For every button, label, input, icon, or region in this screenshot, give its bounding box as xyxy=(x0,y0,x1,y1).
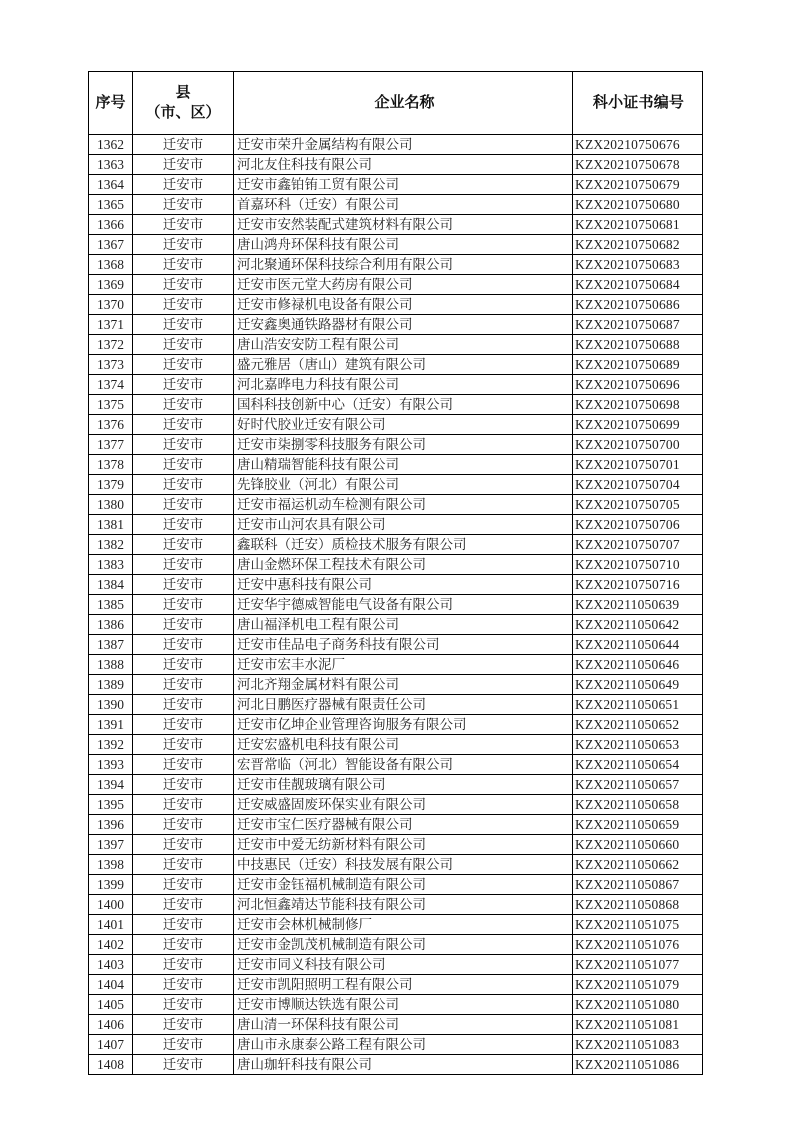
company-cell: 迁安市荣升金属结构有限公司 xyxy=(234,135,573,155)
table-row xyxy=(89,315,703,335)
company-cell: 鑫联科（迁安）质检技术服务有限公司 xyxy=(234,535,573,555)
county-cell: 迁安市 xyxy=(133,455,234,475)
county-cell: 迁安市 xyxy=(133,255,234,275)
company-cell: 迁安市宏丰水泥厂 xyxy=(234,655,573,675)
cert-number-cell: KZX20211050660 xyxy=(573,835,703,855)
cert-number-cell: KZX20210750679 xyxy=(573,175,703,195)
cert-number-cell: KZX20211050657 xyxy=(573,775,703,795)
cert-number-cell: KZX20211050868 xyxy=(573,895,703,915)
row-index-cell: 1396 xyxy=(89,815,133,835)
row-index-cell: 1385 xyxy=(89,595,133,615)
county-cell: 迁安市 xyxy=(133,515,234,535)
table-row xyxy=(89,615,703,635)
county-cell: 迁安市 xyxy=(133,655,234,675)
county-cell: 迁安市 xyxy=(133,535,234,555)
company-cell: 唐山鸿舟环保科技有限公司 xyxy=(234,235,573,255)
row-index-cell: 1381 xyxy=(89,515,133,535)
cert-number-cell: KZX20211051081 xyxy=(573,1015,703,1035)
county-cell: 迁安市 xyxy=(133,975,234,995)
row-index-cell: 1363 xyxy=(89,155,133,175)
company-cell: 河北友住科技有限公司 xyxy=(234,155,573,175)
county-cell: 迁安市 xyxy=(133,935,234,955)
county-cell: 迁安市 xyxy=(133,735,234,755)
row-index-cell: 1392 xyxy=(89,735,133,755)
table-row xyxy=(89,815,703,835)
cert-number-cell: KZX20211051075 xyxy=(573,915,703,935)
table-row xyxy=(89,775,703,795)
company-cell: 唐山浩安安防工程有限公司 xyxy=(234,335,573,355)
table-row xyxy=(89,475,703,495)
county-cell: 迁安市 xyxy=(133,795,234,815)
cert-number-cell: KZX20210750716 xyxy=(573,575,703,595)
cert-number-cell: KZX20211050639 xyxy=(573,595,703,615)
cert-number-cell: KZX20210750689 xyxy=(573,355,703,375)
row-index-cell: 1371 xyxy=(89,315,133,335)
county-cell: 迁安市 xyxy=(133,215,234,235)
cert-number-cell: KZX20211050644 xyxy=(573,635,703,655)
county-cell: 迁安市 xyxy=(133,175,234,195)
table-row xyxy=(89,435,703,455)
row-index-cell: 1397 xyxy=(89,835,133,855)
row-index-cell: 1394 xyxy=(89,775,133,795)
row-index-cell: 1408 xyxy=(89,1055,133,1075)
county-cell: 迁安市 xyxy=(133,635,234,655)
row-index-cell: 1404 xyxy=(89,975,133,995)
county-cell: 迁安市 xyxy=(133,295,234,315)
row-index-cell: 1373 xyxy=(89,355,133,375)
company-cell: 迁安市会林机械制修厂 xyxy=(234,915,573,935)
table-row xyxy=(89,335,703,355)
county-cell: 迁安市 xyxy=(133,315,234,335)
header-county-line1: 县 xyxy=(175,84,191,101)
cert-number-cell: KZX20210750699 xyxy=(573,415,703,435)
table-row xyxy=(89,255,703,275)
table-row xyxy=(89,1015,703,1035)
table-header xyxy=(89,72,703,135)
county-cell: 迁安市 xyxy=(133,475,234,495)
company-cell: 唐山金燃环保工程技术有限公司 xyxy=(234,555,573,575)
table-row xyxy=(89,735,703,755)
table-row xyxy=(89,375,703,395)
table-row xyxy=(89,355,703,375)
county-cell: 迁安市 xyxy=(133,275,234,295)
row-index-cell: 1377 xyxy=(89,435,133,455)
row-index-cell: 1386 xyxy=(89,615,133,635)
cert-number-cell: KZX20210750705 xyxy=(573,495,703,515)
cert-number-cell: KZX20211050649 xyxy=(573,675,703,695)
cert-number-cell: KZX20211050662 xyxy=(573,855,703,875)
header-certificate-number: 科小证书编号 xyxy=(573,72,703,135)
county-cell: 迁安市 xyxy=(133,775,234,795)
cert-number-cell: KZX20210750678 xyxy=(573,155,703,175)
row-index-cell: 1401 xyxy=(89,915,133,935)
company-cell: 河北嘉晔电力科技有限公司 xyxy=(234,375,573,395)
cert-number-cell: KZX20210750701 xyxy=(573,455,703,475)
company-cell: 迁安市山河农具有限公司 xyxy=(234,515,573,535)
table-row xyxy=(89,275,703,295)
table-row xyxy=(89,975,703,995)
table-row xyxy=(89,1035,703,1055)
county-cell: 迁安市 xyxy=(133,835,234,855)
company-cell: 唐山福泽机电工程有限公司 xyxy=(234,615,573,635)
row-index-cell: 1374 xyxy=(89,375,133,395)
company-cell: 迁安市同义科技有限公司 xyxy=(234,955,573,975)
row-index-cell: 1403 xyxy=(89,955,133,975)
table-row xyxy=(89,955,703,975)
cert-number-cell: KZX20211051083 xyxy=(573,1035,703,1055)
cert-number-cell: KZX20211051077 xyxy=(573,955,703,975)
cert-number-cell: KZX20211050652 xyxy=(573,715,703,735)
company-cell: 迁安市宝仁医疗器械有限公司 xyxy=(234,815,573,835)
cert-number-cell: KZX20210750686 xyxy=(573,295,703,315)
row-index-cell: 1380 xyxy=(89,495,133,515)
company-cell: 唐山清一环保科技有限公司 xyxy=(234,1015,573,1035)
row-index-cell: 1368 xyxy=(89,255,133,275)
county-cell: 迁安市 xyxy=(133,355,234,375)
row-index-cell: 1398 xyxy=(89,855,133,875)
company-cell: 好时代胶业迁安有限公司 xyxy=(234,415,573,435)
table-row xyxy=(89,875,703,895)
company-cell: 迁安威盛固废环保实业有限公司 xyxy=(234,795,573,815)
row-index-cell: 1367 xyxy=(89,235,133,255)
table-row xyxy=(89,235,703,255)
row-index-cell: 1364 xyxy=(89,175,133,195)
cert-number-cell: KZX20211051080 xyxy=(573,995,703,1015)
row-index-cell: 1375 xyxy=(89,395,133,415)
cert-number-cell: KZX20211050658 xyxy=(573,795,703,815)
cert-number-cell: KZX20210750698 xyxy=(573,395,703,415)
company-cell: 唐山珈轩科技有限公司 xyxy=(234,1055,573,1075)
county-cell: 迁安市 xyxy=(133,1015,234,1035)
table-row xyxy=(89,295,703,315)
company-cell: 迁安市修禄机电设备有限公司 xyxy=(234,295,573,315)
row-index-cell: 1388 xyxy=(89,655,133,675)
row-index-cell: 1369 xyxy=(89,275,133,295)
certificate-table xyxy=(88,71,703,1075)
county-cell: 迁安市 xyxy=(133,395,234,415)
table-row xyxy=(89,215,703,235)
table-row xyxy=(89,175,703,195)
county-cell: 迁安市 xyxy=(133,695,234,715)
company-cell: 迁安市鑫铂铕工贸有限公司 xyxy=(234,175,573,195)
county-cell: 迁安市 xyxy=(133,715,234,735)
row-index-cell: 1389 xyxy=(89,675,133,695)
table-row xyxy=(89,915,703,935)
company-cell: 河北齐翔金属材料有限公司 xyxy=(234,675,573,695)
row-index-cell: 1399 xyxy=(89,875,133,895)
county-cell: 迁安市 xyxy=(133,615,234,635)
county-cell: 迁安市 xyxy=(133,595,234,615)
table-row xyxy=(89,455,703,475)
row-index-cell: 1406 xyxy=(89,1015,133,1035)
company-cell: 迁安市金钰福机械制造有限公司 xyxy=(234,875,573,895)
cert-number-cell: KZX20210750688 xyxy=(573,335,703,355)
row-index-cell: 1378 xyxy=(89,455,133,475)
cert-number-cell: KZX20210750706 xyxy=(573,515,703,535)
cert-number-cell: KZX20211050646 xyxy=(573,655,703,675)
county-cell: 迁安市 xyxy=(133,675,234,695)
county-cell: 迁安市 xyxy=(133,155,234,175)
cert-number-cell: KZX20211050867 xyxy=(573,875,703,895)
cert-number-cell: KZX20210750676 xyxy=(573,135,703,155)
row-index-cell: 1384 xyxy=(89,575,133,595)
company-cell: 迁安市中爱无纺新材料有限公司 xyxy=(234,835,573,855)
table-row xyxy=(89,895,703,915)
table-row xyxy=(89,795,703,815)
row-index-cell: 1383 xyxy=(89,555,133,575)
table-row xyxy=(89,1055,703,1075)
company-cell: 迁安华宇德威智能电气设备有限公司 xyxy=(234,595,573,615)
row-index-cell: 1362 xyxy=(89,135,133,155)
row-index-cell: 1379 xyxy=(89,475,133,495)
table-row xyxy=(89,535,703,555)
company-cell: 迁安中惠科技有限公司 xyxy=(234,575,573,595)
company-cell: 迁安鑫奥通铁路器材有限公司 xyxy=(234,315,573,335)
cert-number-cell: KZX20210750710 xyxy=(573,555,703,575)
table-row xyxy=(89,135,703,155)
row-index-cell: 1370 xyxy=(89,295,133,315)
company-cell: 国科科技创新中心（迁安）有限公司 xyxy=(234,395,573,415)
cert-number-cell: KZX20211050651 xyxy=(573,695,703,715)
county-cell: 迁安市 xyxy=(133,495,234,515)
company-cell: 迁安市博顺达铁选有限公司 xyxy=(234,995,573,1015)
company-cell: 先锋胶业（河北）有限公司 xyxy=(234,475,573,495)
table-row xyxy=(89,755,703,775)
row-index-cell: 1365 xyxy=(89,195,133,215)
row-index-cell: 1402 xyxy=(89,935,133,955)
company-cell: 迁安市佳品电子商务科技有限公司 xyxy=(234,635,573,655)
company-cell: 迁安宏盛机电科技有限公司 xyxy=(234,735,573,755)
cert-number-cell: KZX20210750700 xyxy=(573,435,703,455)
table-row xyxy=(89,575,703,595)
table-row xyxy=(89,695,703,715)
header-serial-number: 序号 xyxy=(89,72,133,135)
table-body xyxy=(89,135,703,1075)
header-company-name: 企业名称 xyxy=(234,72,573,135)
table-row xyxy=(89,675,703,695)
company-cell: 迁安市柒捌零科技服务有限公司 xyxy=(234,435,573,455)
county-cell: 迁安市 xyxy=(133,855,234,875)
county-cell: 迁安市 xyxy=(133,815,234,835)
row-index-cell: 1400 xyxy=(89,895,133,915)
table-row xyxy=(89,935,703,955)
company-cell: 迁安市金凯茂机械制造有限公司 xyxy=(234,935,573,955)
cert-number-cell: KZX20210750683 xyxy=(573,255,703,275)
table-row xyxy=(89,555,703,575)
cert-number-cell: KZX20210750681 xyxy=(573,215,703,235)
company-cell: 河北日鹏医疗器械有限责任公司 xyxy=(234,695,573,715)
company-cell: 迁安市佳靓玻璃有限公司 xyxy=(234,775,573,795)
cert-number-cell: KZX20210750704 xyxy=(573,475,703,495)
row-index-cell: 1391 xyxy=(89,715,133,735)
cert-number-cell: KZX20211050654 xyxy=(573,755,703,775)
county-cell: 迁安市 xyxy=(133,875,234,895)
header-county-line2: （市、区） xyxy=(145,105,221,121)
company-cell: 唐山精瑞智能科技有限公司 xyxy=(234,455,573,475)
row-index-cell: 1387 xyxy=(89,635,133,655)
company-cell: 河北恒鑫靖达节能科技有限公司 xyxy=(234,895,573,915)
county-cell: 迁安市 xyxy=(133,575,234,595)
company-cell: 迁安市凯阳照明工程有限公司 xyxy=(234,975,573,995)
county-cell: 迁安市 xyxy=(133,915,234,935)
table-row xyxy=(89,635,703,655)
table-row xyxy=(89,495,703,515)
table-row xyxy=(89,415,703,435)
cert-number-cell: KZX20211050659 xyxy=(573,815,703,835)
row-index-cell: 1366 xyxy=(89,215,133,235)
table-row xyxy=(89,195,703,215)
county-cell: 迁安市 xyxy=(133,435,234,455)
table-row xyxy=(89,655,703,675)
county-cell: 迁安市 xyxy=(133,415,234,435)
row-index-cell: 1382 xyxy=(89,535,133,555)
cert-number-cell: KZX20210750680 xyxy=(573,195,703,215)
company-cell: 首嘉环科（迁安）有限公司 xyxy=(234,195,573,215)
cert-number-cell: KZX20211051076 xyxy=(573,935,703,955)
cert-number-cell: KZX20211050642 xyxy=(573,615,703,635)
table-row xyxy=(89,835,703,855)
company-cell: 迁安市亿坤企业管理咨询服务有限公司 xyxy=(234,715,573,735)
row-index-cell: 1405 xyxy=(89,995,133,1015)
county-cell: 迁安市 xyxy=(133,235,234,255)
row-index-cell: 1393 xyxy=(89,755,133,775)
county-cell: 迁安市 xyxy=(133,895,234,915)
county-cell: 迁安市 xyxy=(133,195,234,215)
cert-number-cell: KZX20210750684 xyxy=(573,275,703,295)
county-cell: 迁安市 xyxy=(133,995,234,1015)
company-cell: 中技惠民（迁安）科技发展有限公司 xyxy=(234,855,573,875)
company-cell: 唐山市永康泰公路工程有限公司 xyxy=(234,1035,573,1055)
table-row xyxy=(89,715,703,735)
table-row xyxy=(89,995,703,1015)
row-index-cell: 1395 xyxy=(89,795,133,815)
cert-number-cell: KZX20210750682 xyxy=(573,235,703,255)
cert-number-cell: KZX20211051079 xyxy=(573,975,703,995)
header-county xyxy=(133,72,234,135)
company-cell: 迁安市医元堂大药房有限公司 xyxy=(234,275,573,295)
cert-number-cell: KZX20210750687 xyxy=(573,315,703,335)
row-index-cell: 1372 xyxy=(89,335,133,355)
company-cell: 盛元雅居（唐山）建筑有限公司 xyxy=(234,355,573,375)
table-row xyxy=(89,855,703,875)
row-index-cell: 1390 xyxy=(89,695,133,715)
table-header-row xyxy=(89,72,703,135)
county-cell: 迁安市 xyxy=(133,375,234,395)
county-cell: 迁安市 xyxy=(133,955,234,975)
cert-number-cell: KZX20211050653 xyxy=(573,735,703,755)
row-index-cell: 1376 xyxy=(89,415,133,435)
county-cell: 迁安市 xyxy=(133,135,234,155)
company-cell: 迁安市安然装配式建筑材料有限公司 xyxy=(234,215,573,235)
company-cell: 宏晋常临（河北）智能设备有限公司 xyxy=(234,755,573,775)
cert-number-cell: KZX20211051086 xyxy=(573,1055,703,1075)
county-cell: 迁安市 xyxy=(133,335,234,355)
cert-number-cell: KZX20210750707 xyxy=(573,535,703,555)
county-cell: 迁安市 xyxy=(133,555,234,575)
table-row xyxy=(89,515,703,535)
row-index-cell: 1407 xyxy=(89,1035,133,1055)
table-row xyxy=(89,595,703,615)
county-cell: 迁安市 xyxy=(133,755,234,775)
cert-number-cell: KZX20210750696 xyxy=(573,375,703,395)
table-row xyxy=(89,395,703,415)
county-cell: 迁安市 xyxy=(133,1035,234,1055)
county-cell: 迁安市 xyxy=(133,1055,234,1075)
company-cell: 迁安市福运机动车检测有限公司 xyxy=(234,495,573,515)
company-cell: 河北聚通环保科技综合利用有限公司 xyxy=(234,255,573,275)
table-row xyxy=(89,155,703,175)
